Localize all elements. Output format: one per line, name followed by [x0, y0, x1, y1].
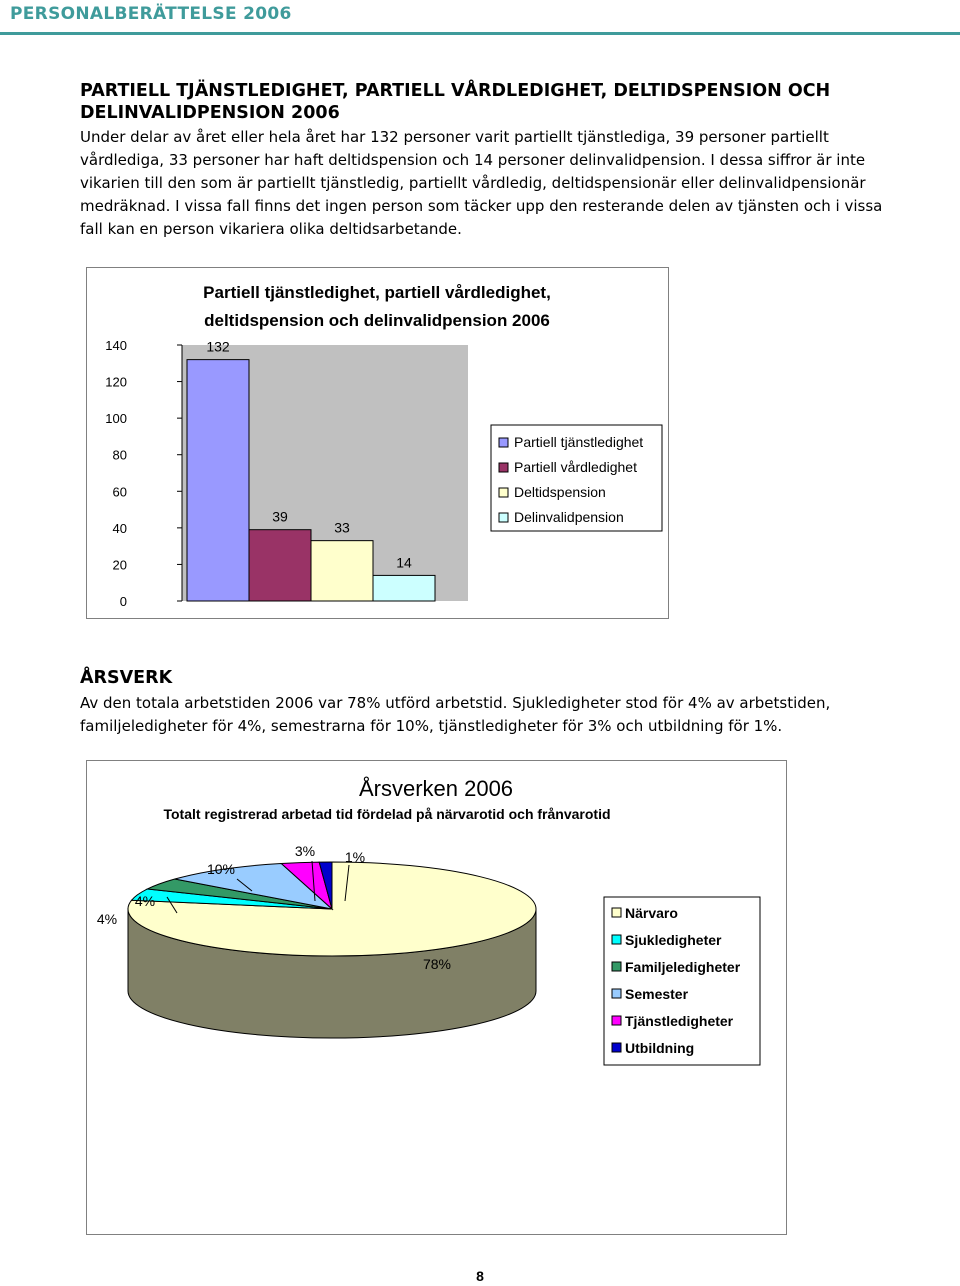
legend-swatch [499, 438, 508, 447]
legend-swatch [612, 989, 621, 998]
bar-data-label: 132 [206, 338, 230, 355]
pie-data-label: 3% [294, 843, 316, 859]
legend-swatch [612, 1016, 621, 1025]
y-tick-label: 20 [112, 557, 127, 573]
legend-label: Partiell tjänstledighet [514, 434, 644, 450]
legend-label: Utbildning [625, 1040, 695, 1056]
legend-swatch [612, 935, 621, 944]
y-tick-label: 140 [105, 338, 127, 353]
chart-title: Årsverken 2006 [358, 776, 514, 801]
intro-paragraph: Under delar av året eller hela året har 132 personer varit partiellt tjänstlediga, 39 personer partiellt vårdlediga, 33 personer har haft deltidspension och 14 personer delinvalidpension. I dessa siffror är inte vikarien till den som är partiellt tjänstledig, partiellt vårdledig, deltidspensionär eller delinvalidpensionär medräknad. I vissa fall finns det ingen person som täcker upp den resterande delen av tjänsten och i vissa fall kan en person vikariera olika deltidsarbetande. [80, 128, 883, 238]
bar-data-label: 39 [272, 508, 288, 525]
legend-swatch [612, 962, 621, 971]
legend-label: Deltidspension [514, 484, 606, 500]
bar-data-label: 33 [334, 519, 350, 536]
bar [187, 360, 249, 601]
pie-data-label: 78% [422, 956, 452, 972]
legend-label: Semester [625, 986, 689, 1002]
legend-label: Sjukledigheter [625, 932, 722, 948]
pie-data-label: 1% [344, 849, 366, 865]
page-number: 8 [476, 1268, 484, 1284]
legend-label: Tjänstledigheter [625, 1013, 734, 1029]
chart-title-line: Partiell tjänstledighet, partiell vårdledighet, [203, 283, 551, 302]
legend-label: Närvaro [625, 905, 678, 921]
y-tick-label: 120 [105, 374, 127, 390]
chart-subtitle: Totalt registrerad arbetad tid fördelad på närvarotid och frånvarotid [163, 806, 611, 822]
legend-label: Familjeledigheter [625, 959, 741, 975]
section-heading: PARTIELL TJÄNSTLEDIGHET, PARTIELL VÅRDLEDIGHET, DELTIDSPENSION OCH DELINVALIDPENSION 2006 [80, 81, 831, 123]
y-tick-label: 100 [105, 411, 127, 427]
y-tick-label: 0 [119, 594, 127, 609]
y-tick-label: 80 [112, 447, 127, 463]
legend-swatch [612, 908, 621, 917]
y-tick-label: 60 [112, 484, 127, 500]
arsverk-heading: ÅRSVERK [80, 668, 173, 688]
bar [311, 541, 373, 601]
pie-data-label: 4% [134, 893, 156, 909]
legend-swatch [612, 1043, 621, 1052]
document-header-title: PERSONALBERÄTTELSE 2006 [10, 4, 292, 24]
pie-data-label: 10% [206, 861, 236, 877]
bar-chart-frame [86, 267, 669, 619]
bar-chart [87, 268, 668, 618]
legend-label: Delinvalidpension [514, 509, 624, 525]
arsverk-paragraph: Av den totala arbetstiden 2006 var 78% utförd arbetstid. Sjukledigheter stod för 4% av arbetstiden, familjeledigheter för 4%, semestrarna för 10%, tjänstledigheter för 3% och utbildning för 1%. [80, 694, 831, 735]
pie-chart-frame [86, 760, 787, 1235]
y-tick-label: 40 [112, 520, 127, 536]
pie-chart [87, 761, 786, 1234]
legend-swatch [499, 513, 508, 522]
bar [249, 530, 311, 601]
chart-title-line: deltidspension och delinvalidpension 2006 [204, 311, 550, 330]
header-rule [0, 32, 960, 35]
legend-label: Partiell vårdledighet [514, 459, 637, 475]
bar-data-label: 14 [396, 554, 412, 571]
legend-swatch [499, 463, 508, 472]
bar [373, 575, 435, 601]
legend-swatch [499, 488, 508, 497]
pie-data-label: 4% [96, 911, 118, 927]
